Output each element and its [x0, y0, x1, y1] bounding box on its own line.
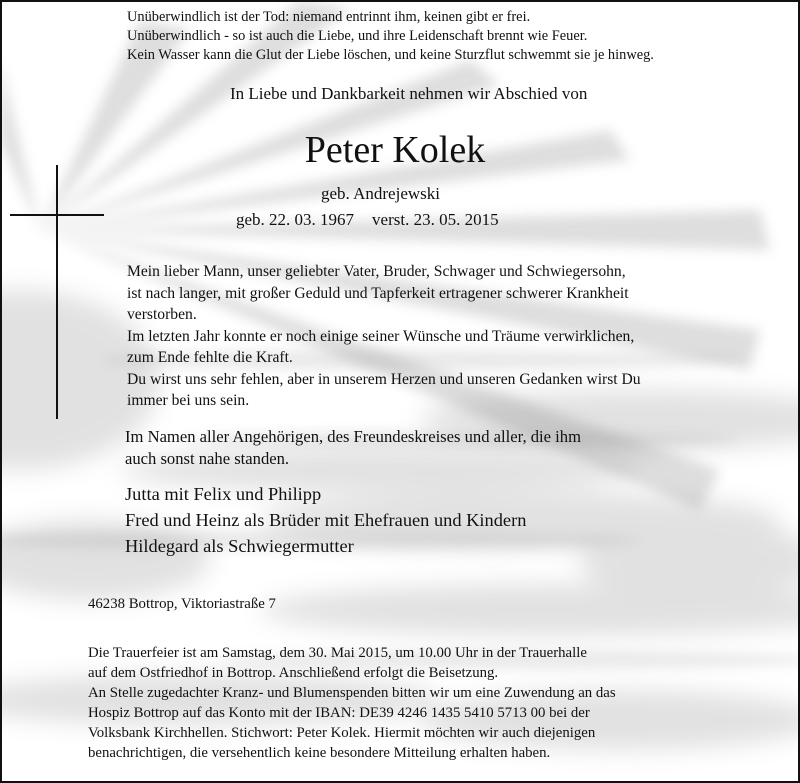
mourner-line: Fred und Heinz als Brüder mit Ehefrauen und Kindern [125, 510, 527, 530]
message-line: ist nach langer, mit großer Geduld und Tapferkeit ertragener schwerer Krankheit [127, 285, 629, 302]
deceased-name: Peter Kolek [304, 129, 486, 171]
life-dates [236, 210, 499, 230]
on-behalf-line: auch sonst nahe standen. [125, 449, 290, 468]
mourner-line: Jutta mit Felix und Philipp [125, 484, 322, 504]
funeral-info-line: Hospiz Bottrop auf das Konto mit der IBAN: DE39 4246 1435 5410 5713 00 bei der [88, 705, 590, 721]
message-line: immer bei uns sein. [127, 392, 250, 409]
message-line: verstorben. [127, 306, 197, 323]
birth-name: geb. Andrejewski [321, 184, 440, 203]
on-behalf-line: Im Namen aller Angehörigen, des Freundeskreises und aller, die ihm [125, 427, 581, 446]
birth-date: geb. 22. 03. 1967 [236, 210, 355, 229]
quote-line: Kein Wasser kann die Glut der Liebe löschen, und keine Sturzflut schwemmt sie je hinweg. [127, 47, 654, 63]
death-date: verst. 23. 05. 2015 [372, 210, 499, 229]
quote-line: Unüberwindlich - so ist auch die Liebe, und ihre Leidenschaft brennt wie Feuer. [127, 28, 588, 44]
funeral-info-line: auf dem Ostfriedhof in Bottrop. Anschließend erfolgt die Beisetzung. [88, 665, 499, 681]
mourner-line: Hildegard als Schwiegermutter [125, 536, 354, 556]
message-line: zum Ende fehlte die Kraft. [127, 349, 293, 366]
family-address: 46238 Bottrop, Viktoriastraße 7 [88, 596, 276, 612]
message-line: Mein lieber Mann, unser geliebter Vater, Bruder, Schwager und Schwiegersohn, [127, 263, 626, 280]
intro-line: In Liebe und Dankbarkeit nehmen wir Abschied von [230, 84, 588, 103]
funeral-info-line: benachrichtigen, die versehentlich keine besondere Mitteilung erhalten haben. [88, 745, 551, 761]
cross-icon-horizontal-bar [10, 214, 104, 216]
quote-line: Unüberwindlich ist der Tod: niemand entrinnt ihm, keinen gibt er frei. [127, 9, 531, 25]
cross-icon-vertical-bar [56, 165, 58, 419]
funeral-info-line: Die Trauerfeier ist am Samstag, dem 30. Mai 2015, um 10.00 Uhr in der Trauerhalle [88, 645, 587, 661]
funeral-info-line: An Stelle zugedachter Kranz- und Blumenspenden bitten wir um eine Zuwendung an das [88, 685, 616, 701]
message-line: Du wirst uns sehr fehlen, aber in unserem Herzen und unseren Gedanken wirst Du [127, 371, 641, 388]
funeral-info-line: Volksbank Kirchhellen. Stichwort: Peter Kolek. Hiermit möchten wir auch diejenigen [88, 725, 596, 741]
message-line: Im letzten Jahr konnte er noch einige seiner Wünsche und Träume verwirklichen, [127, 328, 635, 345]
